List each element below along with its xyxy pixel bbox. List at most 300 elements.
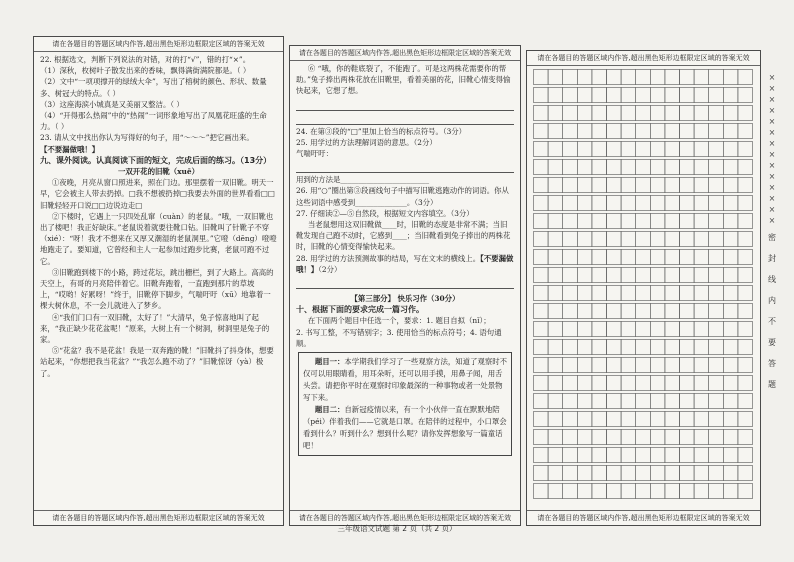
grid-cell[interactable] — [563, 268, 578, 283]
grid-cell[interactable] — [548, 448, 563, 463]
grid-cell[interactable] — [709, 358, 724, 373]
grid-cell[interactable] — [577, 124, 592, 139]
grid-cell[interactable] — [738, 232, 753, 247]
grid-cell[interactable] — [738, 466, 753, 481]
grid-cell[interactable] — [534, 466, 549, 481]
grid-cell[interactable] — [665, 232, 680, 247]
grid-cell[interactable] — [577, 448, 592, 463]
grid-cell[interactable] — [563, 106, 578, 121]
grid-cell[interactable] — [563, 448, 578, 463]
grid-cell[interactable] — [548, 412, 563, 427]
grid-cell[interactable] — [592, 124, 607, 139]
grid-cell[interactable] — [592, 160, 607, 175]
grid-cell[interactable] — [534, 70, 549, 85]
grid-cell[interactable] — [592, 322, 607, 337]
grid-cell[interactable] — [636, 340, 651, 355]
grid-cell[interactable] — [738, 142, 753, 157]
grid-cell[interactable] — [694, 448, 709, 463]
grid-cell[interactable] — [709, 106, 724, 121]
grid-cell[interactable] — [534, 214, 549, 229]
grid-cell[interactable] — [723, 412, 738, 427]
grid-cell[interactable] — [621, 466, 636, 481]
grid-cell[interactable] — [577, 214, 592, 229]
grid-cell[interactable] — [694, 160, 709, 175]
grid-cell[interactable] — [621, 448, 636, 463]
grid-cell[interactable] — [534, 232, 549, 247]
grid-cell[interactable] — [680, 214, 695, 229]
grid-cell[interactable] — [650, 70, 665, 85]
grid-cell[interactable] — [592, 178, 607, 193]
grid-cell[interactable] — [621, 178, 636, 193]
grid-cell[interactable] — [592, 142, 607, 157]
grid-cell[interactable] — [665, 106, 680, 121]
grid-cell[interactable] — [563, 484, 578, 499]
grid-cell[interactable] — [694, 88, 709, 103]
grid-cell[interactable] — [534, 142, 549, 157]
grid-cell[interactable] — [563, 322, 578, 337]
grid-cell[interactable] — [723, 250, 738, 265]
grid-cell[interactable] — [709, 178, 724, 193]
grid-cell[interactable] — [607, 304, 622, 319]
grid-cell[interactable] — [534, 448, 549, 463]
grid-cell[interactable] — [534, 304, 549, 319]
grid-cell[interactable] — [738, 340, 753, 355]
grid-cell[interactable] — [621, 394, 636, 409]
grid-cell[interactable] — [738, 106, 753, 121]
grid-cell[interactable] — [636, 196, 651, 211]
grid-cell[interactable] — [709, 376, 724, 391]
grid-cell[interactable] — [621, 214, 636, 229]
grid-cell[interactable] — [680, 232, 695, 247]
grid-cell[interactable] — [592, 394, 607, 409]
grid-cell[interactable] — [694, 124, 709, 139]
grid-cell[interactable] — [621, 124, 636, 139]
grid-cell[interactable] — [563, 340, 578, 355]
grid-cell[interactable] — [592, 268, 607, 283]
grid-cell[interactable] — [592, 106, 607, 121]
grid-cell[interactable] — [694, 214, 709, 229]
grid-cell[interactable] — [709, 484, 724, 499]
grid-cell[interactable] — [607, 466, 622, 481]
grid-cell[interactable] — [607, 178, 622, 193]
grid-cell[interactable] — [592, 214, 607, 229]
grid-cell[interactable] — [621, 106, 636, 121]
grid-cell[interactable] — [709, 322, 724, 337]
grid-cell[interactable] — [607, 412, 622, 427]
grid-cell[interactable] — [680, 358, 695, 373]
grid-cell[interactable] — [607, 142, 622, 157]
grid-cell[interactable] — [577, 394, 592, 409]
grid-cell[interactable] — [650, 232, 665, 247]
grid-cell[interactable] — [738, 124, 753, 139]
grid-cell[interactable] — [694, 394, 709, 409]
grid-cell[interactable] — [680, 304, 695, 319]
grid-cell[interactable] — [723, 214, 738, 229]
grid-cell[interactable] — [738, 178, 753, 193]
grid-cell[interactable] — [534, 250, 549, 265]
grid-cell[interactable] — [607, 232, 622, 247]
grid-cell[interactable] — [709, 142, 724, 157]
grid-cell[interactable] — [534, 160, 549, 175]
grid-cell[interactable] — [650, 286, 665, 301]
grid-cell[interactable] — [534, 412, 549, 427]
grid-cell[interactable] — [694, 268, 709, 283]
grid-cell[interactable] — [607, 106, 622, 121]
grid-cell[interactable] — [592, 466, 607, 481]
grid-cell[interactable] — [680, 340, 695, 355]
grid-cell[interactable] — [738, 160, 753, 175]
grid-cell[interactable] — [723, 358, 738, 373]
grid-cell[interactable] — [680, 106, 695, 121]
grid-cell[interactable] — [709, 214, 724, 229]
grid-cell[interactable] — [534, 376, 549, 391]
grid-cell[interactable] — [607, 214, 622, 229]
grid-cell[interactable] — [636, 430, 651, 445]
grid-cell[interactable] — [738, 70, 753, 85]
grid-cell[interactable] — [548, 196, 563, 211]
grid-cell[interactable] — [563, 466, 578, 481]
grid-cell[interactable] — [665, 484, 680, 499]
grid-cell[interactable] — [548, 178, 563, 193]
grid-cell[interactable] — [650, 322, 665, 337]
grid-cell[interactable] — [577, 466, 592, 481]
grid-cell[interactable] — [592, 412, 607, 427]
grid-cell[interactable] — [680, 70, 695, 85]
grid-cell[interactable] — [665, 196, 680, 211]
grid-cell[interactable] — [592, 484, 607, 499]
grid-cell[interactable] — [548, 466, 563, 481]
grid-cell[interactable] — [738, 376, 753, 391]
grid-cell[interactable] — [577, 358, 592, 373]
grid-cell[interactable] — [650, 412, 665, 427]
grid-cell[interactable] — [534, 88, 549, 103]
grid-cell[interactable] — [694, 430, 709, 445]
grid-cell[interactable] — [723, 88, 738, 103]
grid-cell[interactable] — [563, 430, 578, 445]
grid-cell[interactable] — [650, 88, 665, 103]
grid-cell[interactable] — [665, 142, 680, 157]
grid-cell[interactable] — [636, 412, 651, 427]
grid-cell[interactable] — [709, 412, 724, 427]
grid-cell[interactable] — [680, 160, 695, 175]
grid-cell[interactable] — [548, 286, 563, 301]
grid-cell[interactable] — [738, 196, 753, 211]
grid-cell[interactable] — [592, 430, 607, 445]
grid-cell[interactable] — [738, 412, 753, 427]
grid-cell[interactable] — [577, 196, 592, 211]
grid-cell[interactable] — [563, 232, 578, 247]
grid-cell[interactable] — [650, 124, 665, 139]
grid-cell[interactable] — [723, 196, 738, 211]
grid-cell[interactable] — [548, 430, 563, 445]
grid-cell[interactable] — [548, 250, 563, 265]
grid-cell[interactable] — [738, 214, 753, 229]
grid-cell[interactable] — [548, 160, 563, 175]
grid-cell[interactable] — [723, 376, 738, 391]
grid-cell[interactable] — [577, 232, 592, 247]
grid-cell[interactable] — [723, 448, 738, 463]
grid-cell[interactable] — [738, 322, 753, 337]
grid-cell[interactable] — [694, 358, 709, 373]
grid-cell[interactable] — [563, 376, 578, 391]
grid-cell[interactable] — [738, 88, 753, 103]
grid-cell[interactable] — [548, 376, 563, 391]
grid-cell[interactable] — [577, 484, 592, 499]
grid-cell[interactable] — [680, 196, 695, 211]
grid-cell[interactable] — [563, 142, 578, 157]
grid-cell[interactable] — [650, 268, 665, 283]
grid-cell[interactable] — [592, 88, 607, 103]
grid-cell[interactable] — [650, 106, 665, 121]
grid-cell[interactable] — [548, 142, 563, 157]
grid-cell[interactable] — [563, 214, 578, 229]
grid-cell[interactable] — [709, 196, 724, 211]
grid-cell[interactable] — [709, 466, 724, 481]
grid-cell[interactable] — [723, 70, 738, 85]
grid-cell[interactable] — [636, 214, 651, 229]
grid-cell[interactable] — [723, 178, 738, 193]
grid-cell[interactable] — [621, 160, 636, 175]
grid-cell[interactable] — [548, 268, 563, 283]
grid-cell[interactable] — [738, 250, 753, 265]
grid-cell[interactable] — [636, 268, 651, 283]
grid-cell[interactable] — [680, 448, 695, 463]
grid-cell[interactable] — [592, 304, 607, 319]
grid-cell[interactable] — [548, 340, 563, 355]
grid-cell[interactable] — [548, 322, 563, 337]
grid-cell[interactable] — [534, 322, 549, 337]
grid-cell[interactable] — [621, 268, 636, 283]
grid-cell[interactable] — [577, 106, 592, 121]
grid-cell[interactable] — [548, 106, 563, 121]
grid-cell[interactable] — [534, 106, 549, 121]
grid-cell[interactable] — [577, 160, 592, 175]
grid-cell[interactable] — [577, 322, 592, 337]
grid-cell[interactable] — [738, 358, 753, 373]
grid-cell[interactable] — [636, 484, 651, 499]
grid-cell[interactable] — [607, 160, 622, 175]
grid-cell[interactable] — [650, 430, 665, 445]
grid-cell[interactable] — [592, 196, 607, 211]
grid-cell[interactable] — [577, 286, 592, 301]
grid-cell[interactable] — [650, 304, 665, 319]
grid-cell[interactable] — [621, 322, 636, 337]
grid-cell[interactable] — [534, 196, 549, 211]
grid-cell[interactable] — [650, 196, 665, 211]
grid-cell[interactable] — [723, 268, 738, 283]
grid-cell[interactable] — [621, 88, 636, 103]
grid-cell[interactable] — [665, 286, 680, 301]
grid-cell[interactable] — [694, 304, 709, 319]
grid-cell[interactable] — [723, 466, 738, 481]
grid-cell[interactable] — [563, 412, 578, 427]
grid-cell[interactable] — [621, 250, 636, 265]
grid-cell[interactable] — [592, 376, 607, 391]
answer-line[interactable] — [296, 160, 514, 173]
grid-cell[interactable] — [636, 466, 651, 481]
grid-cell[interactable] — [636, 250, 651, 265]
grid-cell[interactable] — [534, 340, 549, 355]
grid-cell[interactable] — [665, 430, 680, 445]
grid-cell[interactable] — [680, 178, 695, 193]
grid-cell[interactable] — [665, 394, 680, 409]
grid-cell[interactable] — [548, 124, 563, 139]
grid-cell[interactable] — [636, 322, 651, 337]
grid-cell[interactable] — [636, 358, 651, 373]
grid-cell[interactable] — [534, 178, 549, 193]
grid-cell[interactable] — [709, 304, 724, 319]
grid-cell[interactable] — [650, 358, 665, 373]
grid-cell[interactable] — [709, 70, 724, 85]
grid-cell[interactable] — [636, 232, 651, 247]
grid-cell[interactable] — [577, 340, 592, 355]
grid-cell[interactable] — [607, 250, 622, 265]
grid-cell[interactable] — [548, 484, 563, 499]
grid-cell[interactable] — [636, 376, 651, 391]
grid-cell[interactable] — [577, 430, 592, 445]
grid-cell[interactable] — [694, 484, 709, 499]
answer-line[interactable] — [296, 98, 514, 111]
grid-cell[interactable] — [563, 358, 578, 373]
grid-cell[interactable] — [548, 304, 563, 319]
grid-cell[interactable] — [548, 232, 563, 247]
grid-cell[interactable] — [636, 106, 651, 121]
grid-cell[interactable] — [563, 250, 578, 265]
grid-cell[interactable] — [650, 448, 665, 463]
grid-cell[interactable] — [621, 484, 636, 499]
grid-cell[interactable] — [738, 394, 753, 409]
grid-cell[interactable] — [621, 232, 636, 247]
grid-cell[interactable] — [650, 160, 665, 175]
grid-cell[interactable] — [738, 286, 753, 301]
grid-cell[interactable] — [534, 358, 549, 373]
grid-cell[interactable] — [738, 304, 753, 319]
grid-cell[interactable] — [592, 232, 607, 247]
grid-cell[interactable] — [694, 340, 709, 355]
grid-cell[interactable] — [709, 394, 724, 409]
grid-cell[interactable] — [723, 322, 738, 337]
grid-cell[interactable] — [548, 70, 563, 85]
grid-cell[interactable] — [548, 358, 563, 373]
grid-cell[interactable] — [650, 484, 665, 499]
grid-cell[interactable] — [621, 286, 636, 301]
grid-cell[interactable] — [534, 268, 549, 283]
grid-cell[interactable] — [709, 286, 724, 301]
answer-line[interactable] — [296, 112, 514, 125]
grid-cell[interactable] — [680, 250, 695, 265]
grid-cell[interactable] — [665, 268, 680, 283]
grid-cell[interactable] — [723, 160, 738, 175]
grid-cell[interactable] — [563, 178, 578, 193]
grid-cell[interactable] — [650, 466, 665, 481]
grid-cell[interactable] — [738, 484, 753, 499]
grid-cell[interactable] — [709, 268, 724, 283]
grid-cell[interactable] — [577, 142, 592, 157]
grid-cell[interactable] — [694, 250, 709, 265]
grid-cell[interactable] — [709, 88, 724, 103]
grid-cell[interactable] — [709, 232, 724, 247]
grid-cell[interactable] — [680, 268, 695, 283]
grid-cell[interactable] — [548, 88, 563, 103]
grid-cell[interactable] — [694, 412, 709, 427]
grid-cell[interactable] — [665, 358, 680, 373]
grid-cell[interactable] — [665, 340, 680, 355]
composition-grid[interactable] — [533, 69, 754, 503]
grid-cell[interactable] — [694, 178, 709, 193]
grid-cell[interactable] — [680, 286, 695, 301]
grid-cell[interactable] — [636, 304, 651, 319]
grid-cell[interactable] — [563, 196, 578, 211]
grid-cell[interactable] — [680, 88, 695, 103]
grid-cell[interactable] — [709, 448, 724, 463]
grid-cell[interactable] — [607, 448, 622, 463]
grid-cell[interactable] — [621, 142, 636, 157]
grid-cell[interactable] — [723, 484, 738, 499]
grid-cell[interactable] — [650, 376, 665, 391]
grid-cell[interactable] — [680, 430, 695, 445]
grid-cell[interactable] — [563, 88, 578, 103]
grid-cell[interactable] — [665, 160, 680, 175]
grid-cell[interactable] — [723, 232, 738, 247]
grid-cell[interactable] — [607, 430, 622, 445]
grid-cell[interactable] — [636, 394, 651, 409]
grid-cell[interactable] — [636, 142, 651, 157]
grid-cell[interactable] — [607, 358, 622, 373]
grid-cell[interactable] — [709, 250, 724, 265]
grid-cell[interactable] — [694, 466, 709, 481]
grid-cell[interactable] — [607, 484, 622, 499]
grid-cell[interactable] — [592, 286, 607, 301]
grid-cell[interactable] — [709, 160, 724, 175]
grid-cell[interactable] — [738, 268, 753, 283]
grid-cell[interactable] — [665, 466, 680, 481]
grid-cell[interactable] — [665, 322, 680, 337]
grid-cell[interactable] — [680, 484, 695, 499]
grid-cell[interactable] — [577, 268, 592, 283]
grid-cell[interactable] — [680, 466, 695, 481]
grid-cell[interactable] — [577, 250, 592, 265]
grid-cell[interactable] — [577, 178, 592, 193]
grid-cell[interactable] — [636, 124, 651, 139]
grid-cell[interactable] — [607, 394, 622, 409]
grid-cell[interactable] — [621, 196, 636, 211]
grid-cell[interactable] — [592, 250, 607, 265]
grid-cell[interactable] — [665, 376, 680, 391]
grid-cell[interactable] — [577, 304, 592, 319]
grid-cell[interactable] — [723, 106, 738, 121]
grid-cell[interactable] — [563, 70, 578, 85]
grid-cell[interactable] — [636, 70, 651, 85]
grid-cell[interactable] — [650, 340, 665, 355]
grid-cell[interactable] — [680, 124, 695, 139]
grid-cell[interactable] — [650, 394, 665, 409]
grid-cell[interactable] — [607, 196, 622, 211]
grid-cell[interactable] — [621, 340, 636, 355]
grid-cell[interactable] — [592, 358, 607, 373]
grid-cell[interactable] — [723, 124, 738, 139]
grid-cell[interactable] — [607, 286, 622, 301]
grid-cell[interactable] — [592, 70, 607, 85]
grid-cell[interactable] — [592, 340, 607, 355]
grid-cell[interactable] — [665, 178, 680, 193]
grid-cell[interactable] — [738, 430, 753, 445]
grid-cell[interactable] — [577, 88, 592, 103]
grid-cell[interactable] — [680, 142, 695, 157]
grid-cell[interactable] — [607, 124, 622, 139]
grid-cell[interactable] — [694, 70, 709, 85]
grid-cell[interactable] — [709, 340, 724, 355]
grid-cell[interactable] — [665, 124, 680, 139]
